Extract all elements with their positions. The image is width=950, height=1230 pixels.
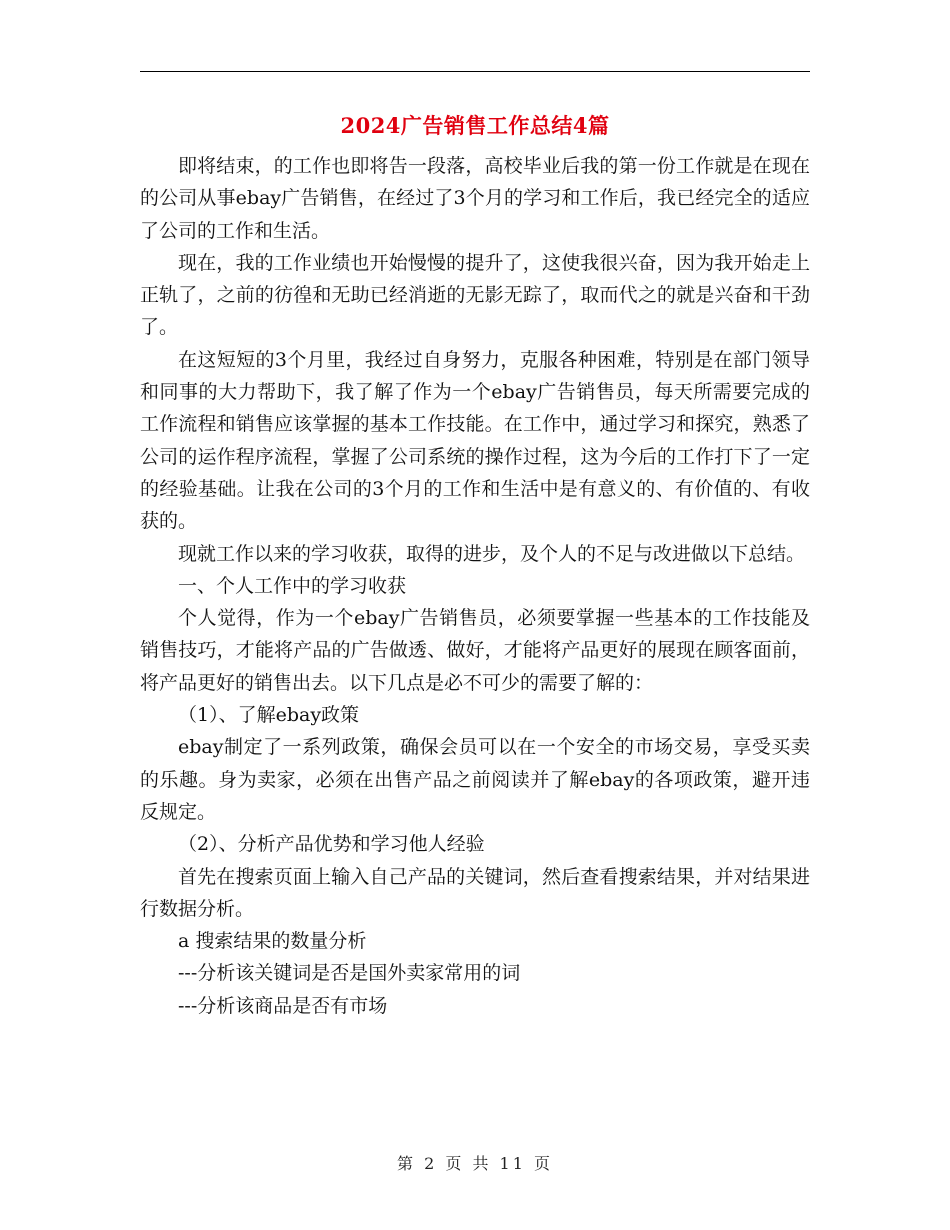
list-item: ---分析该关键词是否是国外卖家常用的词 [178, 962, 521, 985]
subsection-heading: （2）、分析产品优势和学习他人经验 [178, 833, 485, 856]
section-heading: 一、个人工作中的学习收获 [178, 574, 407, 597]
header-rule [140, 71, 810, 72]
paragraph: 个人觉得，作为一个ebay广告销售员，必须要掌握一些基本的工作技能及销售技巧，才能将产品的广告做透、做好，才能将产品更好的展现在顾客面前，将产品更好的销售出去。以下几点是必不可少的需要了解的： [140, 607, 810, 694]
paragraph: 现就工作以来的学习收获，取得的进步，及个人的不足与改进做以下总结。 [178, 542, 806, 565]
subsection-heading: （1）、了解ebay政策 [178, 704, 360, 727]
list-item: ---分析该商品是否有市场 [178, 994, 388, 1017]
document-title: 2024广告销售工作总结4篇 [340, 113, 610, 138]
paragraph: 即将结束，的工作也即将告一段落，高校毕业后我的第一份工作就是在现在的公司从事ebay广告销售，在经过了3个月的学习和工作后，我已经完全的适应了公司的工作和生活。 [140, 155, 810, 242]
document-body [140, 150, 810, 1022]
paragraph: 现在，我的工作业绩也开始慢慢的提升了，这使我很兴奋，因为我开始走上正轨了，之前的彷徨和无助已经消逝的无影无踪了，取而代之的就是兴奋和干劲了。 [140, 251, 810, 339]
paragraph: ebay制定了一系列政策，确保会员可以在一个安全的市场交易，享受买卖的乐趣。身为卖家，必须在出售产品之前阅读并了解ebay的各项政策，避开违反规定。 [140, 736, 810, 823]
list-heading: a 搜索结果的数量分析 [178, 930, 367, 953]
paragraph: 首先在搜索页面上输入自己产品的关键词，然后查看搜索结果，并对结果进行数据分析。 [140, 865, 810, 920]
page-footer: 第 2 页 共 11 页 [397, 1154, 553, 1173]
paragraph: 在这短短的3个月里，我经过自身努力，克服各种困难，特别是在部门领导和同事的大力帮助下，我了解了作为一个ebay广告销售员，每天所需要完成的工作流程和销售应该掌握的基本工作技能。在工作中，通过学习和探究，熟悉了公司的运作程序流程，掌握了公司系统的操作过程，这为今后的工作打下了一定的经验基础。让我在公司的3个月的工作和生活中是有意义的、有价值的、有收获的。 [140, 348, 810, 533]
